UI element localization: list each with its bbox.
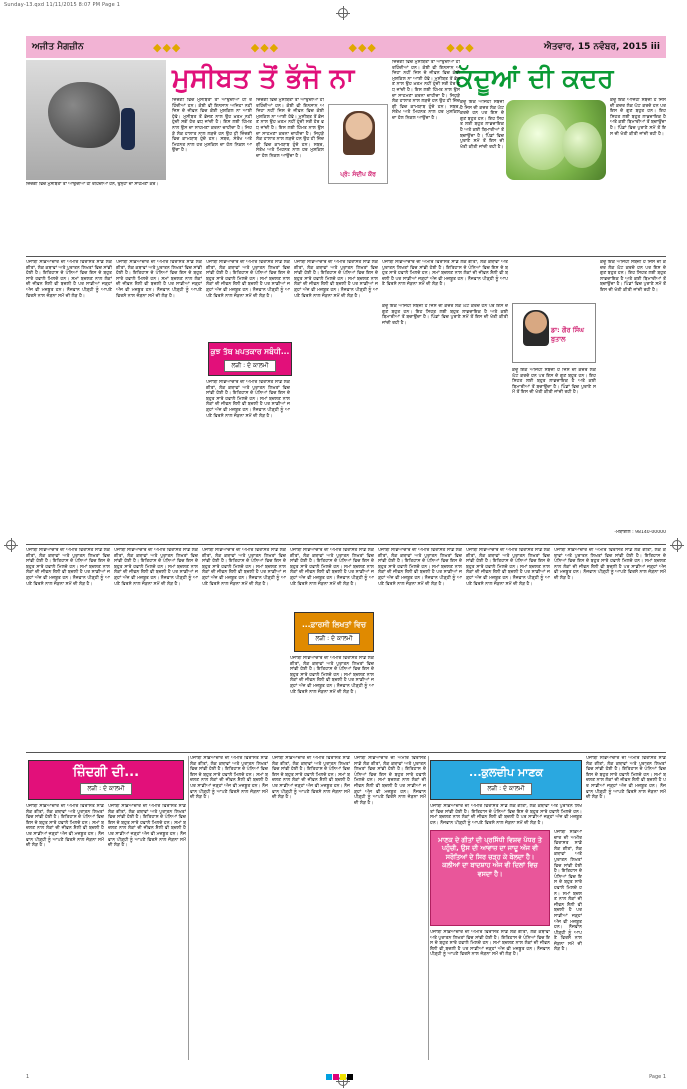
author-photo xyxy=(512,303,596,363)
diamond-ornament-icon: ◆◆◆ xyxy=(348,40,377,54)
article-column: ਪੰਜਾਬੀ ਸੱਭਿਆਚਾਰ ਦੀ ਅਮੀਰ ਵਿਰਾਸਤ ਸਾਡੇ ਲੋਕ ਗੀਤਾਂ, ਲੋਕ ਕਥਾਵਾਂ ਅਤੇ ਪੁਰਾਤਨ ਲਿਖਤਾਂ ਵਿਚ ਸਾਂਭੀ ਹੋਈ ਹੈ। ਇਤਿਹਾਸ ਦੇ ਪੰਨਿਆਂ ਵਿਚ ਇਸ ਦੇ ਬਹੁਤ ਸਾਰੇ ਹਵਾਲੇ ਮਿਲਦੇ ਹਨ। ਸਮਾਂ ਬਦਲਣ ਨਾਲ ਲੋਕਾਂ ਦੀ ਜੀਵਨ ਸ਼ੈਲੀ ਵੀ ਬਦਲੀ ਹੈ ਪਰ ਸਾਡੀਆਂ ਜੜ੍ਹਾਂ ਅੱਜ ਵੀ ਮਜ਼ਬੂਤ ਹਨ। ਨੌਜਵਾਨ ਪੀੜ੍ਹੀ ਨੂੰ ਆਪਣੇ ਵਿਰਸੇ ਨਾਲ ਜੋੜਨਾ ਸਮੇਂ ਦੀ ਲੋੜ ਹੈ। xyxy=(586,756,666,801)
article-column: ਪੰਜਾਬੀ ਸੱਭਿਆਚਾਰ ਦੀ ਅਮੀਰ ਵਿਰਾਸਤ ਸਾਡੇ ਲੋਕ ਗੀਤਾਂ, ਲੋਕ ਕਥਾਵਾਂ ਅਤੇ ਪੁਰਾਤਨ ਲਿਖਤਾਂ ਵਿਚ ਸਾਂਭੀ ਹੋਈ ਹੈ। ਇਤਿਹਾਸ ਦੇ ਪੰਨਿਆਂ ਵਿਚ ਇਸ ਦੇ ਬਹੁਤ ਸਾਰੇ ਹਵਾਲੇ ਮਿਲਦੇ ਹਨ। ਸਮਾਂ ਬਦਲਣ ਨਾਲ ਲੋਕਾਂ ਦੀ ਜੀਵਨ ਸ਼ੈਲੀ ਵੀ ਬਦਲੀ ਹੈ ਪਰ ਸਾਡੀਆਂ ਜੜ੍ਹਾਂ ਅੱਜ ਵੀ ਮਜ਼ਬੂਤ ਹਨ। ਨੌਜਵਾਨ ਪੀੜ੍ਹੀ ਨੂੰ ਆਪਣੇ ਵਿਰਸੇ ਨਾਲ ਜੋੜਨਾ ਸਮੇਂ ਦੀ ਲੋੜ ਹੈ। xyxy=(294,260,378,299)
article-column: ਪੰਜਾਬੀ ਸੱਭਿਆਚਾਰ ਦੀ ਅਮੀਰ ਵਿਰਾਸਤ ਸਾਡੇ ਲੋਕ ਗੀਤਾਂ, ਲੋਕ ਕਥਾਵਾਂ ਅਤੇ ਪੁਰਾਤਨ ਲਿਖਤਾਂ ਵਿਚ ਸਾਂਭੀ ਹੋਈ ਹੈ। ਇਤਿਹਾਸ ਦੇ ਪੰਨਿਆਂ ਵਿਚ ਇਸ ਦੇ ਬਹੁਤ ਸਾਰੇ ਹਵਾਲੇ ਮਿਲਦੇ ਹਨ। ਸਮਾਂ ਬਦਲਣ ਨਾਲ ਲੋਕਾਂ ਦੀ ਜੀਵਨ ਸ਼ੈਲੀ ਵੀ ਬਦਲੀ ਹੈ ਪਰ ਸਾਡੀਆਂ ਜੜ੍ਹਾਂ ਅੱਜ ਵੀ ਮਜ਼ਬੂਤ ਹਨ। ਨੌਜਵਾਨ ਪੀੜ੍ਹੀ ਨੂੰ ਆਪਣੇ ਵਿਰਸੇ ਨਾਲ ਜੋੜਨਾ ਸਮੇਂ ਦੀ ਲੋੜ ਹੈ। xyxy=(554,548,666,581)
banner-title: ...ਫ਼ਾਰਸੀ ਲਿਖਤਾਂ ਵਿਚ xyxy=(301,619,367,629)
article-column: ਪੰਜਾਬੀ ਸੱਭਿਆਚਾਰ ਦੀ ਅਮੀਰ ਵਿਰਾਸਤ ਸਾਡੇ ਲੋਕ ਗੀਤਾਂ, ਲੋਕ ਕਥਾਵਾਂ ਅਤੇ ਪੁਰਾਤਨ ਲਿਖਤਾਂ ਵਿਚ ਸਾਂਭੀ ਹੋਈ ਹੈ। ਇਤਿਹਾਸ ਦੇ ਪੰਨਿਆਂ ਵਿਚ ਇਸ ਦੇ ਬਹੁਤ ਸਾਰੇ ਹਵਾਲੇ ਮਿਲਦੇ ਹਨ। ਸਮਾਂ ਬਦਲਣ ਨਾਲ ਲੋਕਾਂ ਦੀ ਜੀਵਨ ਸ਼ੈਲੀ ਵੀ ਬਦਲੀ ਹੈ ਪਰ ਸਾਡੀਆਂ ਜੜ੍ਹਾਂ ਅੱਜ ਵੀ ਮਜ਼ਬੂਤ ਹਨ। ਨੌਜਵਾਨ ਪੀੜ੍ਹੀ ਨੂੰ ਆਪਣੇ ਵਿਰਸੇ ਨਾਲ ਜੋੜਨਾ ਸਮੇਂ ਦੀ ਲੋੜ ਹੈ। xyxy=(26,804,104,849)
footer-left: 1 xyxy=(26,1074,30,1080)
print-slug: Sunday-13.qxd 11/11/2015 8:07 PM Page 1 xyxy=(4,2,121,8)
article-column: ਜ਼ਿੰਦਗੀ ਵਿਚ ਮੁਸੀਬਤਾਂ ਤਾਂ ਆਉਂਦੀਆਂ ਹੀ ਰਹਿੰਦੀਆਂ ਹਨ। ਕੋਈ ਵੀ ਇਨਸਾਨ ਅਜਿਹਾ ਨਹੀਂ ਜਿਸ ਦੇ ਜੀਵਨ ਵਿਚ ਕੋਈ ਮੁਸ਼ਕਿਲ ਨਾ ਆਈ ਹੋਵੇ। ਮੁਸੀਬਤ ਤੋਂ ਭੱਜਣ ਨਾਲ ਉਹ ਖ਼ਤਮ ਨਹੀਂ ਹੁੰਦੀ ਸਗੋਂ ਹੋਰ ਵਧ ਜਾਂਦੀ ਹੈ। ਇਸ ਲਈ ਹਿੰਮਤ ਨਾਲ ਉਸ ਦਾ ਸਾਹਮਣਾ ਕਰਨਾ ਚਾਹੀਦਾ ਹੈ। ਜਿਹੜੇ ਲੋਕ ਹਾਲਾਤ ਨਾਲ ਲੜਦੇ ਹਨ ਉਹ ਹੀ ਜ਼ਿੰਦਗੀ ਵਿਚ ਕਾਮਯਾਬ ਹੁੰਦੇ ਹਨ। ਸਬਰ, ਸੰਤੋਖ ਅਤੇ ਮਿਹਨਤ ਨਾਲ ਹਰ ਮੁਸ਼ਕਿਲ ਦਾ ਹੱਲ ਨਿਕਲ ਆਉਂਦਾ ਹੈ। xyxy=(256,98,324,159)
horizontal-rule xyxy=(26,256,666,257)
banner-title: ਕੁਝ ਤੱਥ ਖ਼ਪਤਕਾਰ ਸਬੰਧੀ... xyxy=(210,346,290,356)
registration-mark-icon xyxy=(6,540,16,550)
article-column: ਪੰਜਾਬੀ ਸੱਭਿਆਚਾਰ ਦੀ ਅਮੀਰ ਵਿਰਾਸਤ ਸਾਡੇ ਲੋਕ ਗੀਤਾਂ, ਲੋਕ ਕਥਾਵਾਂ ਅਤੇ ਪੁਰਾਤਨ ਲਿਖਤਾਂ ਵਿਚ ਸਾਂਭੀ ਹੋਈ ਹੈ। ਇਤਿਹਾਸ ਦੇ ਪੰਨਿਆਂ ਵਿਚ ਇਸ ਦੇ ਬਹੁਤ ਸਾਰੇ ਹਵਾਲੇ ਮਿਲਦੇ ਹਨ। ਸਮਾਂ ਬਦਲਣ ਨਾਲ ਲੋਕਾਂ ਦੀ ਜੀਵਨ ਸ਼ੈਲੀ ਵੀ ਬਦਲੀ ਹੈ ਪਰ ਸਾਡੀਆਂ ਜੜ੍ਹਾਂ ਅੱਜ ਵੀ ਮਜ਼ਬੂਤ ਹਨ। ਨੌਜਵਾਨ ਪੀੜ੍ਹੀ ਨੂੰ ਆਪਣੇ ਵਿਰਸੇ ਨਾਲ ਜੋੜਨਾ ਸਮੇਂ ਦੀ ਲੋੜ ਹੈ। xyxy=(108,804,186,849)
diamond-ornament-icon: ◆◆◆ xyxy=(446,40,475,54)
author-face xyxy=(343,111,375,155)
footer-right: Page 1 xyxy=(649,1074,666,1080)
photo-caption: ਜ਼ਿੰਦਗੀ ਵਿਚ ਮੁਸੀਬਤਾਂ ਤਾਂ ਆਉਂਦੀਆਂ ਹੀ ਰਹਿੰਦੀਆਂ ਹਨ, ਉਨ੍ਹਾਂ ਦਾ ਸਾਹਮਣਾ ਕਰੋ। xyxy=(26,182,159,187)
article-column: ਪੰਜਾਬੀ ਸੱਭਿਆਚਾਰ ਦੀ ਅਮੀਰ ਵਿਰਾਸਤ ਸਾਡੇ ਲੋਕ ਗੀਤਾਂ, ਲੋਕ ਕਥਾਵਾਂ ਅਤੇ ਪੁਰਾਤਨ ਲਿਖਤਾਂ ਵਿਚ ਸਾਂਭੀ ਹੋਈ ਹੈ। ਇਤਿਹਾਸ ਦੇ ਪੰਨਿਆਂ ਵਿਚ ਇਸ ਦੇ ਬਹੁਤ ਸਾਰੇ ਹਵਾਲੇ ਮਿਲਦੇ ਹਨ। ਸਮਾਂ ਬਦਲਣ ਨਾਲ ਲੋਕਾਂ ਦੀ ਜੀਵਨ ਸ਼ੈਲੀ ਵੀ ਬਦਲੀ ਹੈ ਪਰ ਸਾਡੀਆਂ ਜੜ੍ਹਾਂ ਅੱਜ ਵੀ ਮਜ਼ਬੂਤ ਹਨ। ਨੌਜਵਾਨ ਪੀੜ੍ਹੀ ਨੂੰ ਆਪਣੇ ਵਿਰਸੇ ਨਾਲ ਜੋੜਨਾ ਸਮੇਂ ਦੀ ਲੋੜ ਹੈ। xyxy=(26,260,112,299)
contact-line: -ਮੋਬਾਈਲ : 98140-00000 xyxy=(614,530,666,535)
article-column: ਪੰਜਾਬੀ ਸੱਭਿਆਚਾਰ ਦੀ ਅਮੀਰ ਵਿਰਾਸਤ ਸਾਡੇ ਲੋਕ ਗੀਤਾਂ, ਲੋਕ ਕਥਾਵਾਂ ਅਤੇ ਪੁਰਾਤਨ ਲਿਖਤਾਂ ਵਿਚ ਸਾਂਭੀ ਹੋਈ ਹੈ। ਇਤਿਹਾਸ ਦੇ ਪੰਨਿਆਂ ਵਿਚ ਇਸ ਦੇ ਬਹੁਤ ਸਾਰੇ ਹਵਾਲੇ ਮਿਲਦੇ ਹਨ। ਸਮਾਂ ਬਦਲਣ ਨਾਲ ਲੋਕਾਂ ਦੀ ਜੀਵਨ ਸ਼ੈਲੀ ਵੀ ਬਦਲੀ ਹੈ ਪਰ ਸਾਡੀਆਂ ਜੜ੍ਹਾਂ ਅੱਜ ਵੀ ਮਜ਼ਬੂਤ ਹਨ। ਨੌਜਵਾਨ ਪੀੜ੍ਹੀ ਨੂੰ ਆਪਣੇ ਵਿਰਸੇ ਨਾਲ ਜੋੜਨਾ ਸਮੇਂ ਦੀ ਲੋੜ ਹੈ। xyxy=(206,380,290,419)
column-rule xyxy=(428,756,429,1060)
article-column: ਪੰਜਾਬੀ ਸੱਭਿਆਚਾਰ ਦੀ ਅਮੀਰ ਵਿਰਾਸਤ ਸਾਡੇ ਲੋਕ ਗੀਤਾਂ, ਲੋਕ ਕਥਾਵਾਂ ਅਤੇ ਪੁਰਾਤਨ ਲਿਖਤਾਂ ਵਿਚ ਸਾਂਭੀ ਹੋਈ ਹੈ। ਇਤਿਹਾਸ ਦੇ ਪੰਨਿਆਂ ਵਿਚ ਇਸ ਦੇ ਬਹੁਤ ਸਾਰੇ ਹਵਾਲੇ ਮਿਲਦੇ ਹਨ। ਸਮਾਂ ਬਦਲਣ ਨਾਲ ਲੋਕਾਂ ਦੀ ਜੀਵਨ ਸ਼ੈਲੀ ਵੀ ਬਦਲੀ ਹੈ ਪਰ ਸਾਡੀਆਂ ਜੜ੍ਹਾਂ ਅੱਜ ਵੀ ਮਜ਼ਬੂਤ ਹਨ। ਨੌਜਵਾਨ ਪੀੜ੍ਹੀ ਨੂੰ ਆਪਣੇ ਵਿਰਸੇ ਨਾਲ ਜੋੜਨਾ ਸਮੇਂ ਦੀ ਲੋੜ ਹੈ। xyxy=(114,548,198,587)
article-column: ਪੰਜਾਬੀ ਸੱਭਿਆਚਾਰ ਦੀ ਅਮੀਰ ਵਿਰਾਸਤ ਸਾਡੇ ਲੋਕ ਗੀਤਾਂ, ਲੋਕ ਕਥਾਵਾਂ ਅਤੇ ਪੁਰਾਤਨ ਲਿਖਤਾਂ ਵਿਚ ਸਾਂਭੀ ਹੋਈ ਹੈ। ਇਤਿਹਾਸ ਦੇ ਪੰਨਿਆਂ ਵਿਚ ਇਸ ਦੇ ਬਹੁਤ ਸਾਰੇ ਹਵਾਲੇ ਮਿਲਦੇ ਹਨ। ਸਮਾਂ ਬਦਲਣ ਨਾਲ ਲੋਕਾਂ ਦੀ ਜੀਵਨ ਸ਼ੈਲੀ ਵੀ ਬਦਲੀ ਹੈ ਪਰ ਸਾਡੀਆਂ ਜੜ੍ਹਾਂ ਅੱਜ ਵੀ ਮਜ਼ਬੂਤ ਹਨ। ਨੌਜਵਾਨ ਪੀੜ੍ਹੀ ਨੂੰ ਆਪਣੇ ਵਿਰਸੇ ਨਾਲ ਜੋੜਨਾ ਸਮੇਂ ਦੀ ਲੋੜ ਹੈ। xyxy=(190,756,268,801)
author-name: ਪ੍ਰੋ: ਸੰਦੀਪ ਕੌਰ xyxy=(340,171,376,178)
article-column: ਕੱਦੂ ਇਕ ਅਜਿਹੀ ਸਬਜ਼ੀ ਹੈ ਜਿਸ ਦੀ ਕਦਰ ਲੋਕ ਘੱਟ ਕਰਦੇ ਹਨ ਪਰ ਇਸ ਦੇ ਗੁਣ ਬਹੁਤ ਹਨ। ਇਹ ਸਿਹਤ ਲਈ ਬਹੁਤ ਲਾਭਦਾਇਕ ਹੈ ਅਤੇ ਕਈ ਬਿਮਾਰੀਆਂ ਤੋਂ ਬਚਾਉਂਦਾ ਹੈ। ਪਿੰਡਾਂ ਵਿਚ ਪੁਰਾਣੇ ਸਮੇਂ ਤੋਂ ਇਸ ਦੀ ਖੇਤੀ ਕੀਤੀ ਜਾਂਦੀ ਰਹੀ ਹੈ। xyxy=(460,100,504,150)
article-headline: ਮੁਸੀਬਤ ਤੋਂ ਭੱਜੋ ਨਾ xyxy=(172,63,355,94)
banner-title: ਜ਼ਿੰਦਗੀ ਦੀ... xyxy=(72,765,140,780)
article-column: ਕੱਦੂ ਇਕ ਅਜਿਹੀ ਸਬਜ਼ੀ ਹੈ ਜਿਸ ਦੀ ਕਦਰ ਲੋਕ ਘੱਟ ਕਰਦੇ ਹਨ ਪਰ ਇਸ ਦੇ ਗੁਣ ਬਹੁਤ ਹਨ। ਇਹ ਸਿਹਤ ਲਈ ਬਹੁਤ ਲਾਭਦਾਇਕ ਹੈ ਅਤੇ ਕਈ ਬਿਮਾਰੀਆਂ ਤੋਂ ਬਚਾਉਂਦਾ ਹੈ। ਪਿੰਡਾਂ ਵਿਚ ਪੁਰਾਣੇ ਸਮੇਂ ਤੋਂ ਇਸ ਦੀ ਖੇਤੀ ਕੀਤੀ ਜਾਂਦੀ ਰਹੀ ਹੈ। xyxy=(382,304,508,326)
author-face xyxy=(523,310,549,346)
column-banner xyxy=(208,342,292,376)
author-photo xyxy=(328,104,388,184)
article-column: ਕੱਦੂ ਇਕ ਅਜਿਹੀ ਸਬਜ਼ੀ ਹੈ ਜਿਸ ਦੀ ਕਦਰ ਲੋਕ ਘੱਟ ਕਰਦੇ ਹਨ ਪਰ ਇਸ ਦੇ ਗੁਣ ਬਹੁਤ ਹਨ। ਇਹ ਸਿਹਤ ਲਈ ਬਹੁਤ ਲਾਭਦਾਇਕ ਹੈ ਅਤੇ ਕਈ ਬਿਮਾਰੀਆਂ ਤੋਂ ਬਚਾਉਂਦਾ ਹੈ। ਪਿੰਡਾਂ ਵਿਚ ਪੁਰਾਣੇ ਸਮੇਂ ਤੋਂ ਇਸ ਦੀ ਖੇਤੀ ਕੀਤੀ ਜਾਂਦੀ ਰਹੀ ਹੈ। xyxy=(610,98,666,137)
article-column: ਪੰਜਾਬੀ ਸੱਭਿਆਚਾਰ ਦੀ ਅਮੀਰ ਵਿਰਾਸਤ ਸਾਡੇ ਲੋਕ ਗੀਤਾਂ, ਲੋਕ ਕਥਾਵਾਂ ਅਤੇ ਪੁਰਾਤਨ ਲਿਖਤਾਂ ਵਿਚ ਸਾਂਭੀ ਹੋਈ ਹੈ। ਇਤਿਹਾਸ ਦੇ ਪੰਨਿਆਂ ਵਿਚ ਇਸ ਦੇ ਬਹੁਤ ਸਾਰੇ ਹਵਾਲੇ ਮਿਲਦੇ ਹਨ। ਸਮਾਂ ਬਦਲਣ ਨਾਲ ਲੋਕਾਂ ਦੀ ਜੀਵਨ ਸ਼ੈਲੀ ਵੀ ਬਦਲੀ ਹੈ ਪਰ ਸਾਡੀਆਂ ਜੜ੍ਹਾਂ ਅੱਜ ਵੀ ਮਜ਼ਬੂਤ ਹਨ। ਨੌਜਵਾਨ ਪੀੜ੍ਹੀ ਨੂੰ ਆਪਣੇ ਵਿਰਸੇ ਨਾਲ ਜੋੜਨਾ ਸਮੇਂ ਦੀ ਲੋੜ ਹੈ। xyxy=(430,930,550,958)
article-column: ਕੱਦੂ ਇਕ ਅਜਿਹੀ ਸਬਜ਼ੀ ਹੈ ਜਿਸ ਦੀ ਕਦਰ ਲੋਕ ਘੱਟ ਕਰਦੇ ਹਨ ਪਰ ਇਸ ਦੇ ਗੁਣ ਬਹੁਤ ਹਨ। ਇਹ ਸਿਹਤ ਲਈ ਬਹੁਤ ਲਾਭਦਾਇਕ ਹੈ ਅਤੇ ਕਈ ਬਿਮਾਰੀਆਂ ਤੋਂ ਬਚਾਉਂਦਾ ਹੈ। ਪਿੰਡਾਂ ਵਿਚ ਪੁਰਾਣੇ ਸਮੇਂ ਤੋਂ ਇਸ ਦੀ ਖੇਤੀ ਕੀਤੀ ਜਾਂਦੀ ਰਹੀ ਹੈ। xyxy=(600,260,666,293)
article-column: ਪੰਜਾਬੀ ਸੱਭਿਆਚਾਰ ਦੀ ਅਮੀਰ ਵਿਰਾਸਤ ਸਾਡੇ ਲੋਕ ਗੀਤਾਂ, ਲੋਕ ਕਥਾਵਾਂ ਅਤੇ ਪੁਰਾਤਨ ਲਿਖਤਾਂ ਵਿਚ ਸਾਂਭੀ ਹੋਈ ਹੈ। ਇਤਿਹਾਸ ਦੇ ਪੰਨਿਆਂ ਵਿਚ ਇਸ ਦੇ ਬਹੁਤ ਸਾਰੇ ਹਵਾਲੇ ਮਿਲਦੇ ਹਨ। ਸਮਾਂ ਬਦਲਣ ਨਾਲ ਲੋਕਾਂ ਦੀ ਜੀਵਨ ਸ਼ੈਲੀ ਵੀ ਬਦਲੀ ਹੈ ਪਰ ਸਾਡੀਆਂ ਜੜ੍ਹਾਂ ਅੱਜ ਵੀ ਮਜ਼ਬੂਤ ਹਨ। ਨੌਜਵਾਨ ਪੀੜ੍ਹੀ ਨੂੰ ਆਪਣੇ ਵਿਰਸੇ ਨਾਲ ਜੋੜਨਾ ਸਮੇਂ ਦੀ ਲੋੜ ਹੈ। xyxy=(382,260,508,288)
color-calibration-bar xyxy=(326,1074,353,1082)
banner-subtitle: ਲੜੀ : ਦੋ ਕਾਲਮੀ xyxy=(308,633,359,645)
column-banner xyxy=(294,612,374,652)
issue-date: ਐਤਵਾਰ, 15 ਨਵੰਬਰ, 2015 iii xyxy=(544,42,660,52)
banner-subtitle: ਲੜੀ : ਦੋ ਕਾਲਮੀ xyxy=(480,783,531,795)
pull-quote: ਮਾਣਕ ਦੇ ਗੀਤਾਂ ਦੀ ਪ੍ਰਸਿੱਧੀ ਵਿਸ਼ਵ ਪੱਧਰ ਤੇ ਪਹੁੰਚੀ, ਉਸ ਦੀ ਆਵਾਜ਼ ਦਾ ਜਾਦੂ ਅੱਜ ਵੀ ਸਰੋਤਿਆਂ ਦੇ ਸਿਰ ਚੜ੍ਹ ਕੇ ਬੋਲਦਾ ਹੈ। ਕਲੀਆਂ ਦਾ ਬਾਦਸ਼ਾਹ ਅੱਜ ਵੀ ਦਿਲਾਂ ਵਿਚ ਵਸਦਾ ਹੈ। xyxy=(430,830,550,926)
article-column: ਪੰਜਾਬੀ ਸੱਭਿਆਚਾਰ ਦੀ ਅਮੀਰ ਵਿਰਾਸਤ ਸਾਡੇ ਲੋਕ ਗੀਤਾਂ, ਲੋਕ ਕਥਾਵਾਂ ਅਤੇ ਪੁਰਾਤਨ ਲਿਖਤਾਂ ਵਿਚ ਸਾਂਭੀ ਹੋਈ ਹੈ। ਇਤਿਹਾਸ ਦੇ ਪੰਨਿਆਂ ਵਿਚ ਇਸ ਦੇ ਬਹੁਤ ਸਾਰੇ ਹਵਾਲੇ ਮਿਲਦੇ ਹਨ। ਸਮਾਂ ਬਦਲਣ ਨਾਲ ਲੋਕਾਂ ਦੀ ਜੀਵਨ ਸ਼ੈਲੀ ਵੀ ਬਦਲੀ ਹੈ ਪਰ ਸਾਡੀਆਂ ਜੜ੍ਹਾਂ ਅੱਜ ਵੀ ਮਜ਼ਬੂਤ ਹਨ। ਨੌਜਵਾਨ ਪੀੜ੍ਹੀ ਨੂੰ ਆਪਣੇ ਵਿਰਸੇ ਨਾਲ ਜੋੜਨਾ ਸਮੇਂ ਦੀ ਲੋੜ ਹੈ। xyxy=(290,548,374,587)
column-rule xyxy=(188,756,189,1060)
article-column: ਪੰਜਾਬੀ ਸੱਭਿਆਚਾਰ ਦੀ ਅਮੀਰ ਵਿਰਾਸਤ ਸਾਡੇ ਲੋਕ ਗੀਤਾਂ, ਲੋਕ ਕਥਾਵਾਂ ਅਤੇ ਪੁਰਾਤਨ ਲਿਖਤਾਂ ਵਿਚ ਸਾਂਭੀ ਹੋਈ ਹੈ। ਇਤਿਹਾਸ ਦੇ ਪੰਨਿਆਂ ਵਿਚ ਇਸ ਦੇ ਬਹੁਤ ਸਾਰੇ ਹਵਾਲੇ ਮਿਲਦੇ ਹਨ। ਸਮਾਂ ਬਦਲਣ ਨਾਲ ਲੋਕਾਂ ਦੀ ਜੀਵਨ ਸ਼ੈਲੀ ਵੀ ਬਦਲੀ ਹੈ ਪਰ ਸਾਡੀਆਂ ਜੜ੍ਹਾਂ ਅੱਜ ਵੀ ਮਜ਼ਬੂਤ ਹਨ। ਨੌਜਵਾਨ ਪੀੜ੍ਹੀ ਨੂੰ ਆਪਣੇ ਵਿਰਸੇ ਨਾਲ ਜੋੜਨਾ ਸਮੇਂ ਦੀ ਲੋੜ ਹੈ। xyxy=(466,548,550,587)
article-column: ਪੰਜਾਬੀ ਸੱਭਿਆਚਾਰ ਦੀ ਅਮੀਰ ਵਿਰਾਸਤ ਸਾਡੇ ਲੋਕ ਗੀਤਾਂ, ਲੋਕ ਕਥਾਵਾਂ ਅਤੇ ਪੁਰਾਤਨ ਲਿਖਤਾਂ ਵਿਚ ਸਾਂਭੀ ਹੋਈ ਹੈ। ਇਤਿਹਾਸ ਦੇ ਪੰਨਿਆਂ ਵਿਚ ਇਸ ਦੇ ਬਹੁਤ ਸਾਰੇ ਹਵਾਲੇ ਮਿਲਦੇ ਹਨ। ਸਮਾਂ ਬਦਲਣ ਨਾਲ ਲੋਕਾਂ ਦੀ ਜੀਵਨ ਸ਼ੈਲੀ ਵੀ ਬਦਲੀ ਹੈ ਪਰ ਸਾਡੀਆਂ ਜੜ੍ਹਾਂ ਅੱਜ ਵੀ ਮਜ਼ਬੂਤ ਹਨ। ਨੌਜਵਾਨ ਪੀੜ੍ਹੀ ਨੂੰ ਆਪਣੇ ਵਿਰਸੇ ਨਾਲ ਜੋੜਨਾ ਸਮੇਂ ਦੀ ਲੋੜ ਹੈ। xyxy=(430,804,582,826)
page-footer xyxy=(26,1074,666,1082)
article-column: ਪੰਜਾਬੀ ਸੱਭਿਆਚਾਰ ਦੀ ਅਮੀਰ ਵਿਰਾਸਤ ਸਾਡੇ ਲੋਕ ਗੀਤਾਂ, ਲੋਕ ਕਥਾਵਾਂ ਅਤੇ ਪੁਰਾਤਨ ਲਿਖਤਾਂ ਵਿਚ ਸਾਂਭੀ ਹੋਈ ਹੈ। ਇਤਿਹਾਸ ਦੇ ਪੰਨਿਆਂ ਵਿਚ ਇਸ ਦੇ ਬਹੁਤ ਸਾਰੇ ਹਵਾਲੇ ਮਿਲਦੇ ਹਨ। ਸਮਾਂ ਬਦਲਣ ਨਾਲ ਲੋਕਾਂ ਦੀ ਜੀਵਨ ਸ਼ੈਲੀ ਵੀ ਬਦਲੀ ਹੈ ਪਰ ਸਾਡੀਆਂ ਜੜ੍ਹਾਂ ਅੱਜ ਵੀ ਮਜ਼ਬੂਤ ਹਨ। ਨੌਜਵਾਨ ਪੀੜ੍ਹੀ ਨੂੰ ਆਪਣੇ ਵਿਰਸੇ ਨਾਲ ਜੋੜਨਾ ਸਮੇਂ ਦੀ ਲੋੜ ਹੈ। xyxy=(290,656,374,695)
article-column: ਕੱਦੂ ਇਕ ਅਜਿਹੀ ਸਬਜ਼ੀ ਹੈ ਜਿਸ ਦੀ ਕਦਰ ਲੋਕ ਘੱਟ ਕਰਦੇ ਹਨ ਪਰ ਇਸ ਦੇ ਗੁਣ ਬਹੁਤ ਹਨ। ਇਹ ਸਿਹਤ ਲਈ ਬਹੁਤ ਲਾਭਦਾਇਕ ਹੈ ਅਤੇ ਕਈ ਬਿਮਾਰੀਆਂ ਤੋਂ ਬਚਾਉਂਦਾ ਹੈ। ਪਿੰਡਾਂ ਵਿਚ ਪੁਰਾਣੇ ਸਮੇਂ ਤੋਂ ਇਸ ਦੀ ਖੇਤੀ ਕੀਤੀ ਜਾਂਦੀ ਰਹੀ ਹੈ। xyxy=(512,368,596,396)
section-title: ਅਜੀਤ ਮੈਗਜ਼ੀਨ xyxy=(32,42,84,52)
article-column: ਪੰਜਾਬੀ ਸੱਭਿਆਚਾਰ ਦੀ ਅਮੀਰ ਵਿਰਾਸਤ ਸਾਡੇ ਲੋਕ ਗੀਤਾਂ, ਲੋਕ ਕਥਾਵਾਂ ਅਤੇ ਪੁਰਾਤਨ ਲਿਖਤਾਂ ਵਿਚ ਸਾਂਭੀ ਹੋਈ ਹੈ। ਇਤਿਹਾਸ ਦੇ ਪੰਨਿਆਂ ਵਿਚ ਇਸ ਦੇ ਬਹੁਤ ਸਾਰੇ ਹਵਾਲੇ ਮਿਲਦੇ ਹਨ। ਸਮਾਂ ਬਦਲਣ ਨਾਲ ਲੋਕਾਂ ਦੀ ਜੀਵਨ ਸ਼ੈਲੀ ਵੀ ਬਦਲੀ ਹੈ ਪਰ ਸਾਡੀਆਂ ਜੜ੍ਹਾਂ ਅੱਜ ਵੀ ਮਜ਼ਬੂਤ ਹਨ। ਨੌਜਵਾਨ ਪੀੜ੍ਹੀ ਨੂੰ ਆਪਣੇ ਵਿਰਸੇ ਨਾਲ ਜੋੜਨਾ ਸਮੇਂ ਦੀ ਲੋੜ ਹੈ। xyxy=(554,830,582,953)
diamond-ornament-icon: ◆◆◆ xyxy=(152,40,182,54)
registration-mark-icon xyxy=(672,540,682,550)
banner-subtitle: ਲੜੀ : ਦੋ ਕਾਲਮੀ xyxy=(80,783,131,795)
article-column: ਪੰਜਾਬੀ ਸੱਭਿਆਚਾਰ ਦੀ ਅਮੀਰ ਵਿਰਾਸਤ ਸਾਡੇ ਲੋਕ ਗੀਤਾਂ, ਲੋਕ ਕਥਾਵਾਂ ਅਤੇ ਪੁਰਾਤਨ ਲਿਖਤਾਂ ਵਿਚ ਸਾਂਭੀ ਹੋਈ ਹੈ। ਇਤਿਹਾਸ ਦੇ ਪੰਨਿਆਂ ਵਿਚ ਇਸ ਦੇ ਬਹੁਤ ਸਾਰੇ ਹਵਾਲੇ ਮਿਲਦੇ ਹਨ। ਸਮਾਂ ਬਦਲਣ ਨਾਲ ਲੋਕਾਂ ਦੀ ਜੀਵਨ ਸ਼ੈਲੀ ਵੀ ਬਦਲੀ ਹੈ ਪਰ ਸਾਡੀਆਂ ਜੜ੍ਹਾਂ ਅੱਜ ਵੀ ਮਜ਼ਬੂਤ ਹਨ। ਨੌਜਵਾਨ ਪੀੜ੍ਹੀ ਨੂੰ ਆਪਣੇ ਵਿਰਸੇ ਨਾਲ ਜੋੜਨਾ ਸਮੇਂ ਦੀ ਲੋੜ ਹੈ। xyxy=(206,260,290,299)
article-column: ਪੰਜਾਬੀ ਸੱਭਿਆਚਾਰ ਦੀ ਅਮੀਰ ਵਿਰਾਸਤ ਸਾਡੇ ਲੋਕ ਗੀਤਾਂ, ਲੋਕ ਕਥਾਵਾਂ ਅਤੇ ਪੁਰਾਤਨ ਲਿਖਤਾਂ ਵਿਚ ਸਾਂਭੀ ਹੋਈ ਹੈ। ਇਤਿਹਾਸ ਦੇ ਪੰਨਿਆਂ ਵਿਚ ਇਸ ਦੇ ਬਹੁਤ ਸਾਰੇ ਹਵਾਲੇ ਮਿਲਦੇ ਹਨ। ਸਮਾਂ ਬਦਲਣ ਨਾਲ ਲੋਕਾਂ ਦੀ ਜੀਵਨ ਸ਼ੈਲੀ ਵੀ ਬਦਲੀ ਹੈ ਪਰ ਸਾਡੀਆਂ ਜੜ੍ਹਾਂ ਅੱਜ ਵੀ ਮਜ਼ਬੂਤ ਹਨ। ਨੌਜਵਾਨ ਪੀੜ੍ਹੀ ਨੂੰ ਆਪਣੇ ਵਿਰਸੇ ਨਾਲ ਜੋੜਨਾ ਸਮੇਂ ਦੀ ਲੋੜ ਹੈ। xyxy=(378,548,462,587)
page-body xyxy=(26,60,666,1070)
pumpkin-photo xyxy=(506,100,606,180)
man-figure xyxy=(121,108,135,150)
boulder-shape xyxy=(48,82,120,148)
boulder-push-photo xyxy=(26,60,166,180)
article-headline: ਕੱਦੂਆਂ ਦੀ ਕਦਰ xyxy=(456,64,614,94)
page-header xyxy=(26,36,666,58)
column-banner xyxy=(28,760,184,800)
author-name: ਡਾ: ਗੌਰ ਸਿੰਘ ਬੁਤਾਲ xyxy=(551,326,585,343)
horizontal-rule xyxy=(26,752,666,753)
column-banner xyxy=(430,760,582,800)
article-column: ਪੰਜਾਬੀ ਸੱਭਿਆਚਾਰ ਦੀ ਅਮੀਰ ਵਿਰਾਸਤ ਸਾਡੇ ਲੋਕ ਗੀਤਾਂ, ਲੋਕ ਕਥਾਵਾਂ ਅਤੇ ਪੁਰਾਤਨ ਲਿਖਤਾਂ ਵਿਚ ਸਾਂਭੀ ਹੋਈ ਹੈ। ਇਤਿਹਾਸ ਦੇ ਪੰਨਿਆਂ ਵਿਚ ਇਸ ਦੇ ਬਹੁਤ ਸਾਰੇ ਹਵਾਲੇ ਮਿਲਦੇ ਹਨ। ਸਮਾਂ ਬਦਲਣ ਨਾਲ ਲੋਕਾਂ ਦੀ ਜੀਵਨ ਸ਼ੈਲੀ ਵੀ ਬਦਲੀ ਹੈ ਪਰ ਸਾਡੀਆਂ ਜੜ੍ਹਾਂ ਅੱਜ ਵੀ ਮਜ਼ਬੂਤ ਹਨ। ਨੌਜਵਾਨ ਪੀੜ੍ਹੀ ਨੂੰ ਆਪਣੇ ਵਿਰਸੇ ਨਾਲ ਜੋੜਨਾ ਸਮੇਂ ਦੀ ਲੋੜ ਹੈ। xyxy=(354,756,426,806)
banner-subtitle: ਲੜੀ : ਦੋ ਕਾਲਮੀ xyxy=(224,360,275,372)
diamond-ornament-icon: ◆◆◆ xyxy=(250,40,280,54)
article-column: ਪੰਜਾਬੀ ਸੱਭਿਆਚਾਰ ਦੀ ਅਮੀਰ ਵਿਰਾਸਤ ਸਾਡੇ ਲੋਕ ਗੀਤਾਂ, ਲੋਕ ਕਥਾਵਾਂ ਅਤੇ ਪੁਰਾਤਨ ਲਿਖਤਾਂ ਵਿਚ ਸਾਂਭੀ ਹੋਈ ਹੈ। ਇਤਿਹਾਸ ਦੇ ਪੰਨਿਆਂ ਵਿਚ ਇਸ ਦੇ ਬਹੁਤ ਸਾਰੇ ਹਵਾਲੇ ਮਿਲਦੇ ਹਨ। ਸਮਾਂ ਬਦਲਣ ਨਾਲ ਲੋਕਾਂ ਦੀ ਜੀਵਨ ਸ਼ੈਲੀ ਵੀ ਬਦਲੀ ਹੈ ਪਰ ਸਾਡੀਆਂ ਜੜ੍ਹਾਂ ਅੱਜ ਵੀ ਮਜ਼ਬੂਤ ਹਨ। ਨੌਜਵਾਨ ਪੀੜ੍ਹੀ ਨੂੰ ਆਪਣੇ ਵਿਰਸੇ ਨਾਲ ਜੋੜਨਾ ਸਮੇਂ ਦੀ ਲੋੜ ਹੈ। xyxy=(202,548,286,587)
registration-mark-icon xyxy=(338,8,348,18)
article-column: ਜ਼ਿੰਦਗੀ ਵਿਚ ਮੁਸੀਬਤਾਂ ਤਾਂ ਆਉਂਦੀਆਂ ਹੀ ਰਹਿੰਦੀਆਂ ਹਨ। ਕੋਈ ਵੀ ਇਨਸਾਨ ਅਜਿਹਾ ਨਹੀਂ ਜਿਸ ਦੇ ਜੀਵਨ ਵਿਚ ਕੋਈ ਮੁਸ਼ਕਿਲ ਨਾ ਆਈ ਹੋਵੇ। ਮੁਸੀਬਤ ਤੋਂ ਭੱਜਣ ਨਾਲ ਉਹ ਖ਼ਤਮ ਨਹੀਂ ਹੁੰਦੀ ਸਗੋਂ ਹੋਰ ਵਧ ਜਾਂਦੀ ਹੈ। ਇਸ ਲਈ ਹਿੰਮਤ ਨਾਲ ਉਸ ਦਾ ਸਾਹਮਣਾ ਕਰਨਾ ਚਾਹੀਦਾ ਹੈ। ਜਿਹੜੇ ਲੋਕ ਹਾਲਾਤ ਨਾਲ ਲੜਦੇ ਹਨ ਉਹ ਹੀ ਜ਼ਿੰਦਗੀ ਵਿਚ ਕਾਮਯਾਬ ਹੁੰਦੇ ਹਨ। ਸਬਰ, ਸੰਤੋਖ ਅਤੇ ਮਿਹਨਤ ਨਾਲ ਹਰ ਮੁਸ਼ਕਿਲ ਦਾ ਹੱਲ ਨਿਕਲ ਆਉਂਦਾ ਹੈ। xyxy=(392,60,460,121)
article-column: ਪੰਜਾਬੀ ਸੱਭਿਆਚਾਰ ਦੀ ਅਮੀਰ ਵਿਰਾਸਤ ਸਾਡੇ ਲੋਕ ਗੀਤਾਂ, ਲੋਕ ਕਥਾਵਾਂ ਅਤੇ ਪੁਰਾਤਨ ਲਿਖਤਾਂ ਵਿਚ ਸਾਂਭੀ ਹੋਈ ਹੈ। ਇਤਿਹਾਸ ਦੇ ਪੰਨਿਆਂ ਵਿਚ ਇਸ ਦੇ ਬਹੁਤ ਸਾਰੇ ਹਵਾਲੇ ਮਿਲਦੇ ਹਨ। ਸਮਾਂ ਬਦਲਣ ਨਾਲ ਲੋਕਾਂ ਦੀ ਜੀਵਨ ਸ਼ੈਲੀ ਵੀ ਬਦਲੀ ਹੈ ਪਰ ਸਾਡੀਆਂ ਜੜ੍ਹਾਂ ਅੱਜ ਵੀ ਮਜ਼ਬੂਤ ਹਨ। ਨੌਜਵਾਨ ਪੀੜ੍ਹੀ ਨੂੰ ਆਪਣੇ ਵਿਰਸੇ ਨਾਲ ਜੋੜਨਾ ਸਮੇਂ ਦੀ ਲੋੜ ਹੈ। xyxy=(116,260,202,299)
article-column: ਪੰਜਾਬੀ ਸੱਭਿਆਚਾਰ ਦੀ ਅਮੀਰ ਵਿਰਾਸਤ ਸਾਡੇ ਲੋਕ ਗੀਤਾਂ, ਲੋਕ ਕਥਾਵਾਂ ਅਤੇ ਪੁਰਾਤਨ ਲਿਖਤਾਂ ਵਿਚ ਸਾਂਭੀ ਹੋਈ ਹੈ। ਇਤਿਹਾਸ ਦੇ ਪੰਨਿਆਂ ਵਿਚ ਇਸ ਦੇ ਬਹੁਤ ਸਾਰੇ ਹਵਾਲੇ ਮਿਲਦੇ ਹਨ। ਸਮਾਂ ਬਦਲਣ ਨਾਲ ਲੋਕਾਂ ਦੀ ਜੀਵਨ ਸ਼ੈਲੀ ਵੀ ਬਦਲੀ ਹੈ ਪਰ ਸਾਡੀਆਂ ਜੜ੍ਹਾਂ ਅੱਜ ਵੀ ਮਜ਼ਬੂਤ ਹਨ। ਨੌਜਵਾਨ ਪੀੜ੍ਹੀ ਨੂੰ ਆਪਣੇ ਵਿਰਸੇ ਨਾਲ ਜੋੜਨਾ ਸਮੇਂ ਦੀ ਲੋੜ ਹੈ। xyxy=(26,548,110,587)
article-column: ਜ਼ਿੰਦਗੀ ਵਿਚ ਮੁਸੀਬਤਾਂ ਤਾਂ ਆਉਂਦੀਆਂ ਹੀ ਰਹਿੰਦੀਆਂ ਹਨ। ਕੋਈ ਵੀ ਇਨਸਾਨ ਅਜਿਹਾ ਨਹੀਂ ਜਿਸ ਦੇ ਜੀਵਨ ਵਿਚ ਕੋਈ ਮੁਸ਼ਕਿਲ ਨਾ ਆਈ ਹੋਵੇ। ਮੁਸੀਬਤ ਤੋਂ ਭੱਜਣ ਨਾਲ ਉਹ ਖ਼ਤਮ ਨਹੀਂ ਹੁੰਦੀ ਸਗੋਂ ਹੋਰ ਵਧ ਜਾਂਦੀ ਹੈ। ਇਸ ਲਈ ਹਿੰਮਤ ਨਾਲ ਉਸ ਦਾ ਸਾਹਮਣਾ ਕਰਨਾ ਚਾਹੀਦਾ ਹੈ। ਜਿਹੜੇ ਲੋਕ ਹਾਲਾਤ ਨਾਲ ਲੜਦੇ ਹਨ ਉਹ ਹੀ ਜ਼ਿੰਦਗੀ ਵਿਚ ਕਾਮਯਾਬ ਹੁੰਦੇ ਹਨ। ਸਬਰ, ਸੰਤੋਖ ਅਤੇ ਮਿਹਨਤ ਨਾਲ ਹਰ ਮੁਸ਼ਕਿਲ ਦਾ ਹੱਲ ਨਿਕਲ ਆਉਂਦਾ ਹੈ। xyxy=(172,98,252,154)
banner-title: ...ਕੁਲਦੀਪ ਮਾਣਕ xyxy=(468,765,544,779)
article-column: ਪੰਜਾਬੀ ਸੱਭਿਆਚਾਰ ਦੀ ਅਮੀਰ ਵਿਰਾਸਤ ਸਾਡੇ ਲੋਕ ਗੀਤਾਂ, ਲੋਕ ਕਥਾਵਾਂ ਅਤੇ ਪੁਰਾਤਨ ਲਿਖਤਾਂ ਵਿਚ ਸਾਂਭੀ ਹੋਈ ਹੈ। ਇਤਿਹਾਸ ਦੇ ਪੰਨਿਆਂ ਵਿਚ ਇਸ ਦੇ ਬਹੁਤ ਸਾਰੇ ਹਵਾਲੇ ਮਿਲਦੇ ਹਨ। ਸਮਾਂ ਬਦਲਣ ਨਾਲ ਲੋਕਾਂ ਦੀ ਜੀਵਨ ਸ਼ੈਲੀ ਵੀ ਬਦਲੀ ਹੈ ਪਰ ਸਾਡੀਆਂ ਜੜ੍ਹਾਂ ਅੱਜ ਵੀ ਮਜ਼ਬੂਤ ਹਨ। ਨੌਜਵਾਨ ਪੀੜ੍ਹੀ ਨੂੰ ਆਪਣੇ ਵਿਰਸੇ ਨਾਲ ਜੋੜਨਾ ਸਮੇਂ ਦੀ ਲੋੜ ਹੈ। xyxy=(272,756,350,801)
horizontal-rule xyxy=(26,544,666,545)
